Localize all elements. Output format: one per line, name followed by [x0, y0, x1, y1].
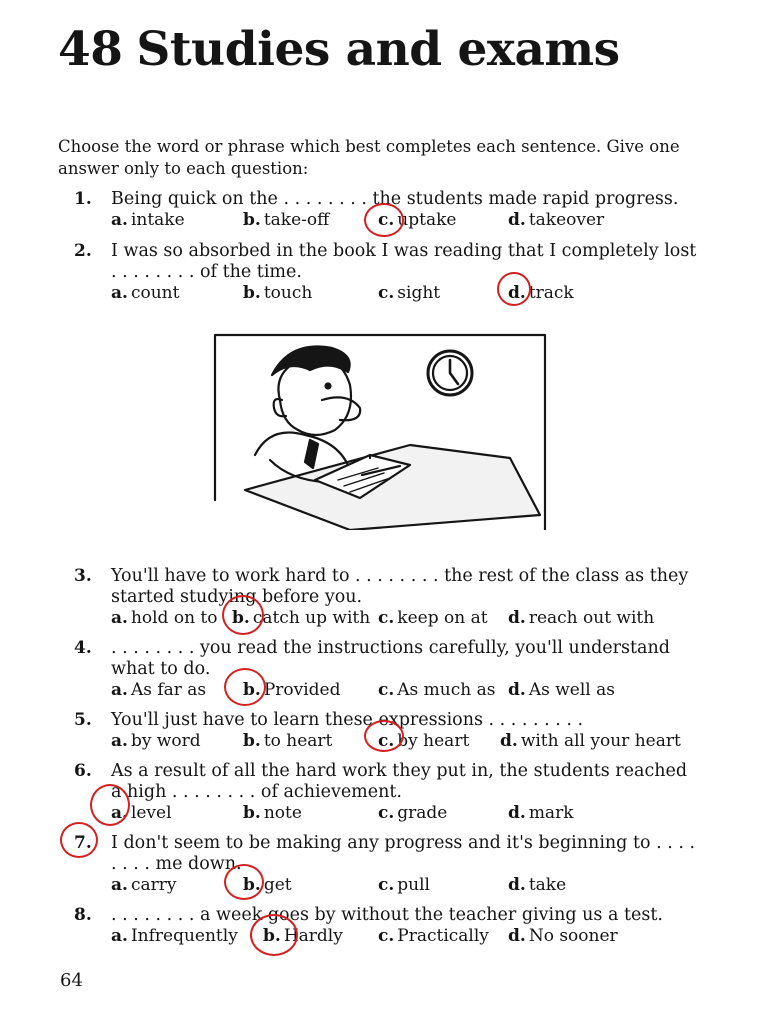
question-number: 1. [74, 189, 92, 209]
option-a[interactable]: a. hold on to [111, 608, 218, 628]
question-stem: . . . . . . . . a week goes by without the teacher giving us a test. [111, 905, 663, 925]
option-b[interactable]: b. to heart [243, 731, 333, 751]
question-number: 8. [74, 905, 92, 925]
option-c[interactable]: c. by heart [378, 731, 470, 751]
option-b[interactable]: b. catch up with [232, 608, 371, 628]
option-d[interactable]: d. No sooner [508, 926, 618, 946]
option-a[interactable]: a. by word [111, 731, 201, 751]
student-studying-illustration [210, 330, 550, 530]
option-c[interactable]: c. grade [378, 803, 448, 823]
question-number: 7. [74, 833, 92, 853]
option-a[interactable]: a. carry [111, 875, 177, 895]
option-a[interactable]: a. Infrequently [111, 926, 238, 946]
page-number: 64 [60, 970, 83, 991]
question-stem: As a result of all the hard work they put in, the students reached a high . . . . . . . . of achievement. [111, 761, 688, 802]
option-d[interactable]: d. mark [508, 803, 574, 823]
option-d[interactable]: d. takeover [508, 210, 605, 230]
option-c[interactable]: c. Practically [378, 926, 489, 946]
option-b[interactable]: b. note [243, 803, 302, 823]
option-d[interactable]: d. As well as [508, 680, 615, 700]
question-stem: You'll just have to learn these expressions . . . . . . . . . [111, 710, 584, 730]
question-number: 4. [74, 638, 92, 658]
chapter-number: 48 [58, 22, 123, 77]
option-d[interactable]: d. take [508, 875, 567, 895]
question-stem: You'll have to work hard to . . . . . . . . the rest of the class as they started studying before you. [111, 566, 689, 607]
option-a[interactable]: a. level [111, 803, 172, 823]
option-c[interactable]: c. uptake [378, 210, 457, 230]
chapter-title: Studies and exams [136, 22, 620, 77]
question-number: 3. [74, 566, 92, 586]
page-title [58, 22, 620, 77]
option-d[interactable]: d. reach out with [508, 608, 655, 628]
option-c[interactable]: c. As much as [378, 680, 496, 700]
option-d[interactable]: d. with all your heart [500, 731, 681, 751]
option-c[interactable]: c. keep on at [378, 608, 488, 628]
option-d[interactable]: d. track [508, 283, 574, 303]
question-number: 6. [74, 761, 92, 781]
option-a[interactable]: a. intake [111, 210, 185, 230]
option-b[interactable]: b. take-off [243, 210, 330, 230]
option-c[interactable]: c. sight [378, 283, 441, 303]
question-stem: I don't seem to be making any progress and it's beginning to . . . . . . . . me down. [111, 833, 696, 874]
option-a[interactable]: a. count [111, 283, 180, 303]
option-c[interactable]: c. pull [378, 875, 430, 895]
option-b[interactable]: b. Hardly [263, 926, 343, 946]
option-a[interactable]: a. As far as [111, 680, 207, 700]
instructions: Choose the word or phrase which best completes each sentence. Give one answer only to each question: [58, 137, 680, 178]
question-stem: . . . . . . . . you read the instructions carefully, you'll understand what to do. [111, 638, 670, 679]
option-b[interactable]: b. Provided [243, 680, 341, 700]
question-number: 5. [74, 710, 92, 730]
question-stem: Being quick on the . . . . . . . . the students made rapid progress. [111, 189, 679, 209]
question-stem: I was so absorbed in the book I was reading that I completely lost . . . . . . . . of the time. [111, 241, 697, 282]
question-number: 2. [74, 241, 92, 261]
option-b[interactable]: b. get [243, 875, 292, 895]
option-b[interactable]: b. touch [243, 283, 313, 303]
